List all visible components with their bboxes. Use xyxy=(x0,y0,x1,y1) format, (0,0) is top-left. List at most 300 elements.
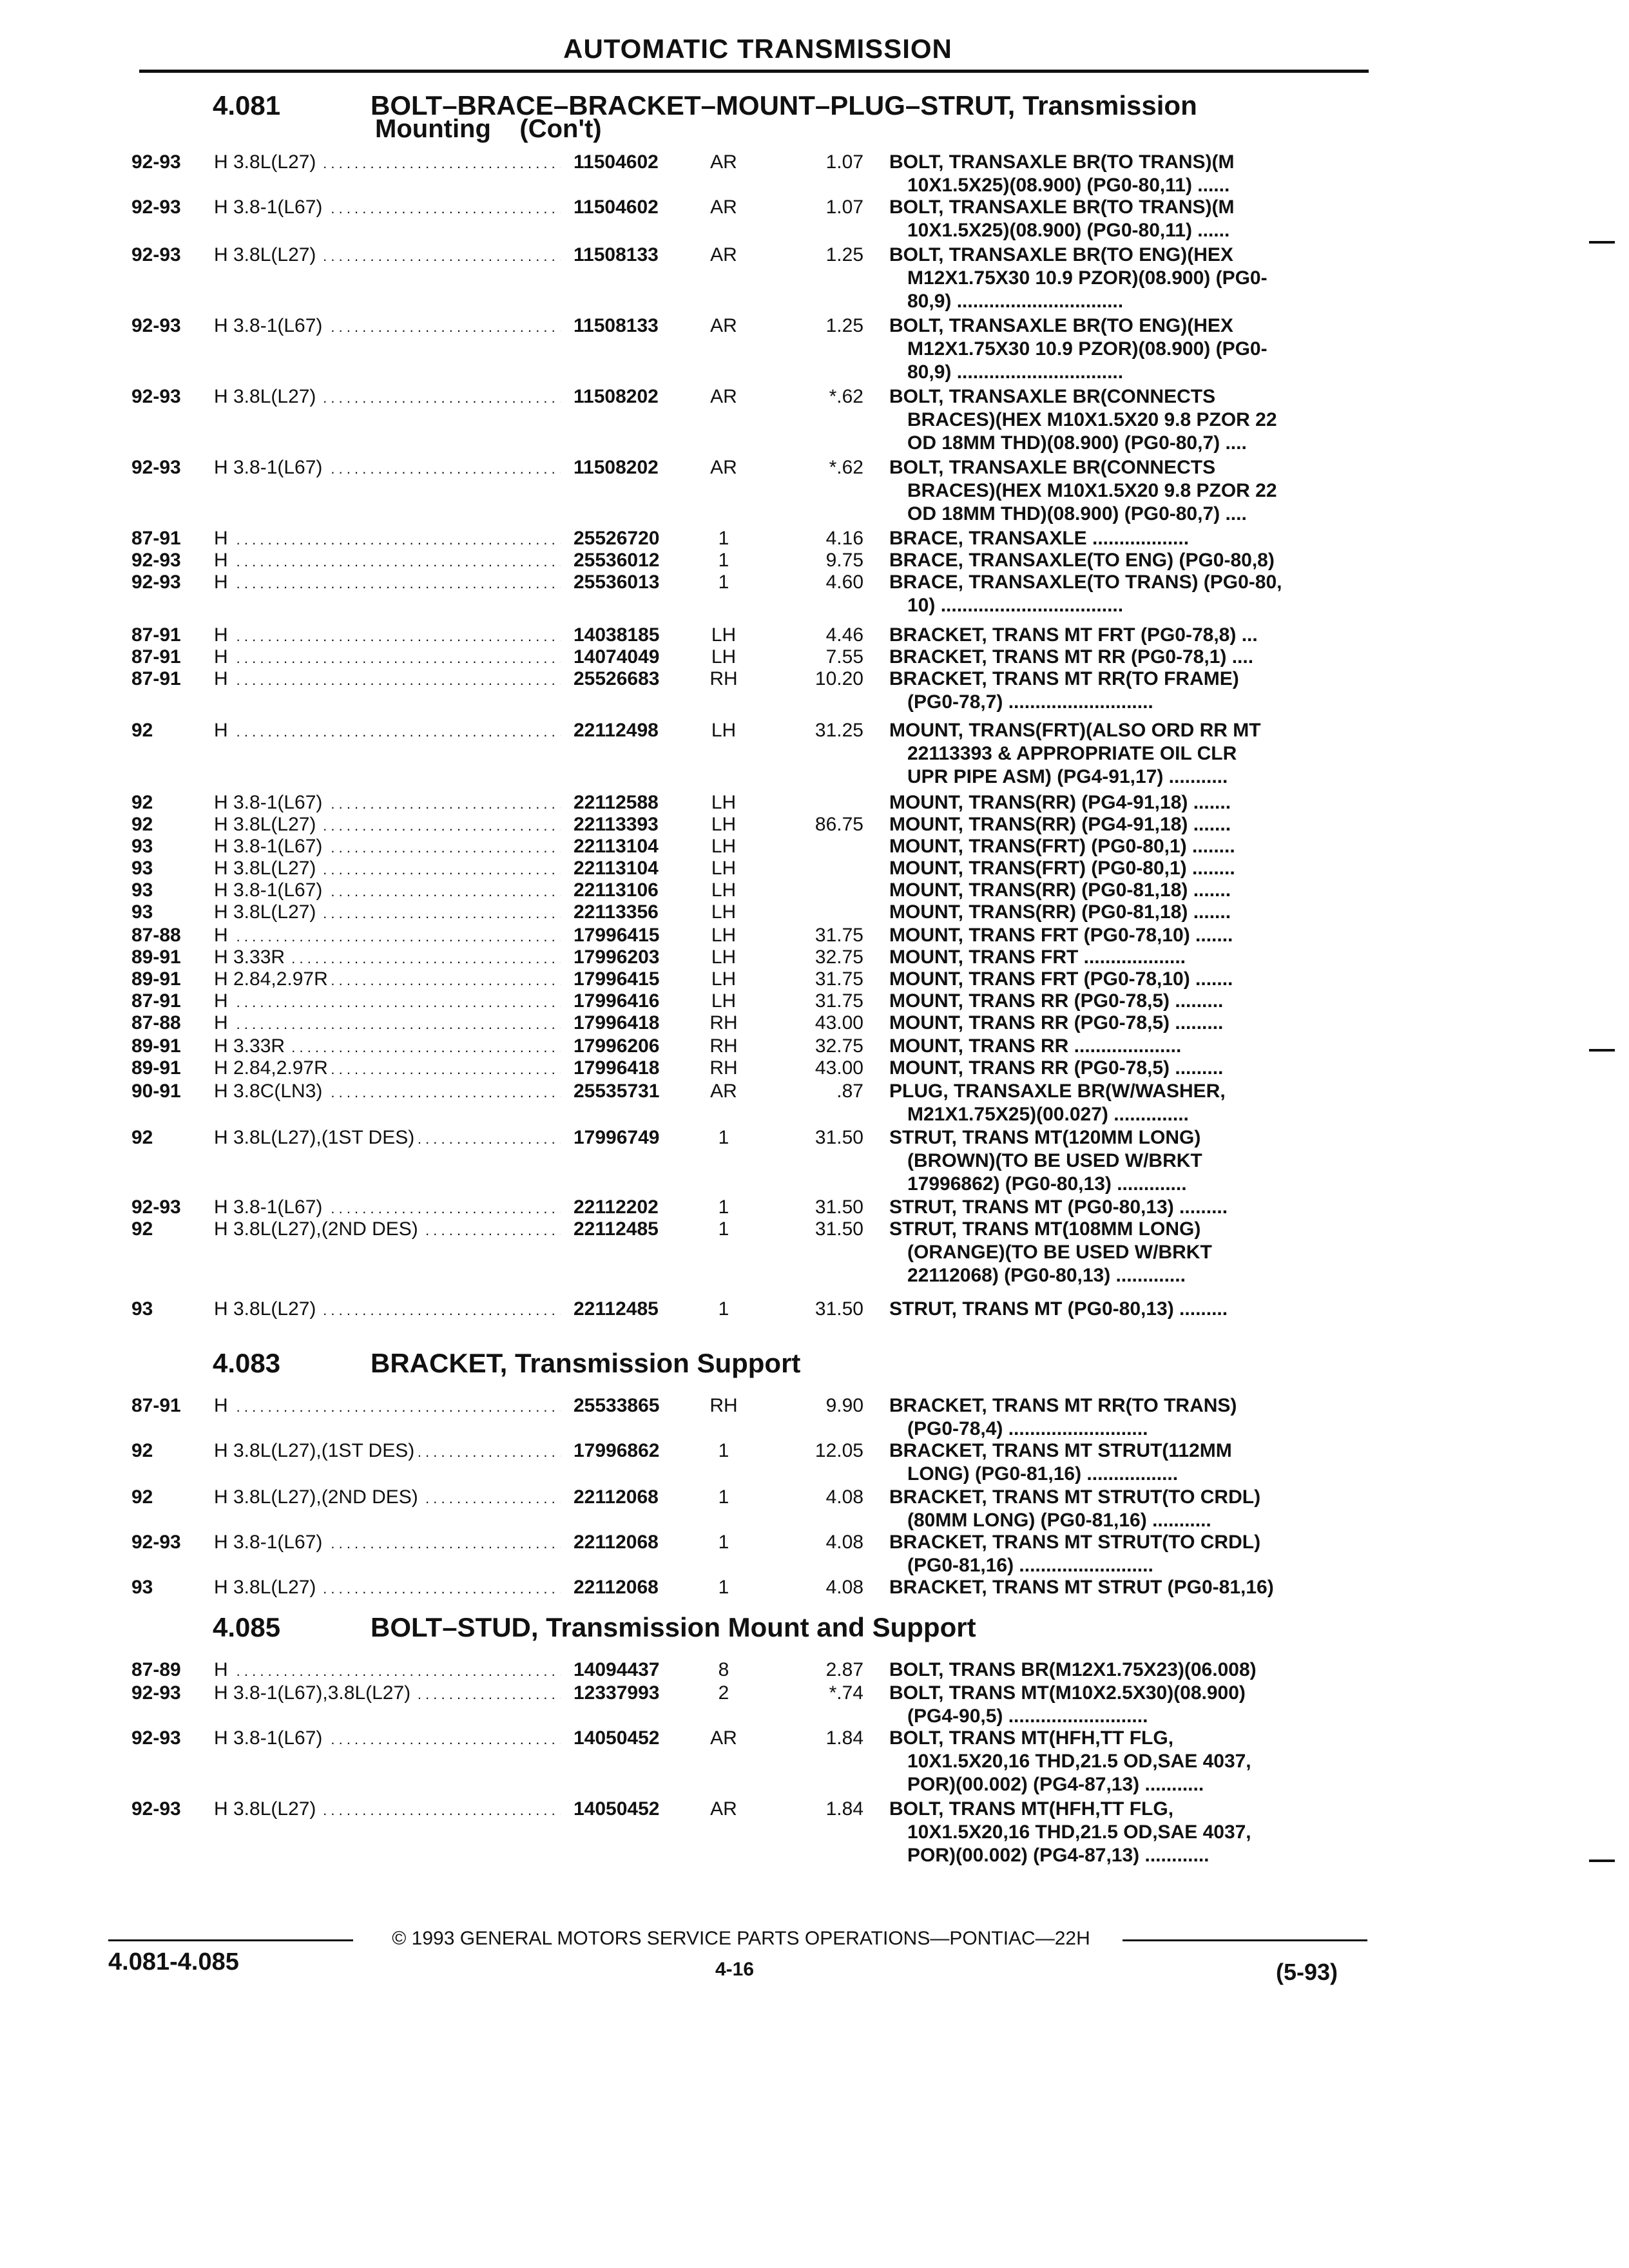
quantity: 1 xyxy=(718,1196,729,1218)
price: 4.16 xyxy=(825,528,863,549)
part-row xyxy=(0,244,1629,267)
price: 4.60 xyxy=(825,572,863,593)
part-description-cont: UPR PIPE ASM) (PG4-91,17) ........... xyxy=(907,766,1228,787)
part-description-cont: LONG) (PG0-81,16) ................. xyxy=(907,1463,1179,1485)
model-years: 92-93 xyxy=(131,1532,181,1553)
model-code: H xyxy=(214,1012,232,1035)
model-code: H 3.8-1(L67) xyxy=(214,835,326,858)
part-description-cont: (80MM LONG) (PG0-81,16) ........... xyxy=(907,1510,1211,1531)
part-description: PLUG, TRANSAXLE BR(W/WASHER, xyxy=(889,1081,1226,1102)
price: *.62 xyxy=(829,386,863,407)
margin-tick xyxy=(1589,241,1615,244)
model-years: 92 xyxy=(131,814,153,835)
quantity: 1 xyxy=(718,1486,729,1508)
model-years: 87-91 xyxy=(131,624,181,646)
section-subtitle: Mounting (Con't) xyxy=(375,115,602,143)
part-number: 11508202 xyxy=(574,386,659,407)
model-years: 92 xyxy=(131,1486,153,1508)
part-row xyxy=(0,571,1629,594)
part-row xyxy=(0,1126,1629,1149)
price: 4.08 xyxy=(825,1577,863,1598)
model-years: 92-93 xyxy=(131,550,181,571)
model-code: H 2.84,2.97R xyxy=(214,968,332,991)
price: 86.75 xyxy=(815,814,863,835)
part-description-cont: 10) .................................. xyxy=(907,595,1124,616)
model-code: H xyxy=(214,924,232,947)
quantity: 1 xyxy=(718,1127,729,1148)
part-number: 14050452 xyxy=(574,1727,660,1749)
price: 9.90 xyxy=(825,1395,863,1416)
part-number: 17996203 xyxy=(574,947,660,968)
model-code: H xyxy=(214,646,232,669)
quantity: 1 xyxy=(718,1532,729,1553)
model-code: H 3.8-1(L67) xyxy=(214,879,326,902)
model-years: 87-91 xyxy=(131,668,181,689)
model-code: H 3.8L(L27) xyxy=(214,385,320,408)
section-title: BRACKET, Transmission Support xyxy=(371,1348,801,1378)
part-row xyxy=(0,990,1629,1013)
part-number: 11504602 xyxy=(574,151,659,173)
dot-leader xyxy=(213,527,561,550)
part-number: 17996415 xyxy=(574,968,660,990)
part-description: MOUNT, TRANS RR (PG0-78,5) ......... xyxy=(889,1012,1224,1033)
model-code: H xyxy=(214,668,232,691)
part-row xyxy=(0,668,1629,691)
model-years: 92 xyxy=(131,1127,153,1148)
price: *.62 xyxy=(829,457,863,478)
part-row xyxy=(0,385,1629,408)
part-description: BOLT, TRANSAXLE BR(TO TRANS)(M xyxy=(889,151,1235,173)
part-description-cont: (BROWN)(TO BE USED W/BRKT xyxy=(907,1150,1202,1171)
part-row xyxy=(0,1682,1629,1705)
part-description: MOUNT, TRANS(RR) (PG4-91,18) ....... xyxy=(889,814,1231,835)
model-years: 93 xyxy=(131,879,153,901)
model-code: H 3.8L(L27) xyxy=(214,1298,320,1321)
quantity: AR xyxy=(710,244,737,265)
section-header xyxy=(0,1348,1629,1387)
price: 1.07 xyxy=(825,197,863,218)
part-description-cont: BRACES)(HEX M10X1.5X20 9.8 PZOR 22 xyxy=(907,409,1277,430)
model-code: H 3.8L(L27) xyxy=(214,1798,320,1821)
model-years: 93 xyxy=(131,1577,153,1598)
part-number: 22112588 xyxy=(574,792,659,813)
part-description: BRACKET, TRANS MT STRUT(TO CRDL) xyxy=(889,1532,1261,1553)
part-row xyxy=(0,1531,1629,1554)
price: 43.00 xyxy=(815,1012,863,1033)
quantity: 1 xyxy=(718,550,729,571)
part-description: BOLT, TRANSAXLE BR(TO ENG)(HEX xyxy=(889,315,1233,336)
part-description: MOUNT, TRANS FRT (PG0-78,10) ....... xyxy=(889,968,1233,990)
part-number: 25535731 xyxy=(574,1081,660,1102)
part-row xyxy=(0,1486,1629,1509)
footer-rule-left xyxy=(108,1939,353,1941)
part-description: MOUNT, TRANS(FRT) (PG0-80,1) ........ xyxy=(889,836,1235,857)
quantity: 1 xyxy=(718,1440,729,1461)
model-years: 87-91 xyxy=(131,646,181,668)
part-row xyxy=(0,1057,1629,1080)
part-description: BRACKET, TRANS MT RR(TO FRAME) xyxy=(889,668,1239,689)
quantity: LH xyxy=(711,646,737,668)
part-row xyxy=(0,1298,1629,1321)
dot-leader xyxy=(213,990,561,1013)
quantity: LH xyxy=(711,901,737,923)
part-row xyxy=(0,1394,1629,1418)
part-number: 22113356 xyxy=(574,901,659,923)
part-description: MOUNT, TRANS RR .................... xyxy=(889,1035,1182,1057)
model-years: 92-93 xyxy=(131,315,181,336)
model-code: H 3.8C(LN3) xyxy=(214,1080,326,1103)
part-row xyxy=(0,1439,1629,1463)
part-description-cont: 80,9) ............................... xyxy=(907,291,1124,312)
part-row xyxy=(0,1196,1629,1219)
part-row xyxy=(0,1218,1629,1241)
footer-date: (5-93) xyxy=(1276,1959,1338,1985)
price: 7.55 xyxy=(825,646,863,668)
part-description-cont: (PG0-81,16) ......................... xyxy=(907,1555,1153,1576)
part-number: 14094437 xyxy=(574,1659,660,1680)
quantity: RH xyxy=(709,1035,738,1057)
part-description: BOLT, TRANSAXLE BR(CONNECTS xyxy=(889,386,1216,407)
dot-leader xyxy=(213,1394,561,1418)
quantity: LH xyxy=(711,814,737,835)
model-code: H 3.8L(L27),(2ND DES) xyxy=(214,1218,422,1241)
section-header xyxy=(0,1612,1629,1651)
model-code: H 3.8L(L27),(1ST DES) xyxy=(214,1126,418,1149)
section-number: 4.085 xyxy=(213,1612,281,1642)
model-years: 87-88 xyxy=(131,925,181,946)
model-years: 92 xyxy=(131,1440,153,1461)
part-row xyxy=(0,151,1629,174)
part-description: BOLT, TRANSAXLE BR(CONNECTS xyxy=(889,457,1216,478)
price: 32.75 xyxy=(815,947,863,968)
part-number: 11508202 xyxy=(574,457,659,478)
model-years: 89-91 xyxy=(131,1057,181,1079)
price: .87 xyxy=(836,1081,863,1102)
part-row xyxy=(0,857,1629,880)
model-code: H 3.8-1(L67) xyxy=(214,314,326,338)
model-years: 92-93 xyxy=(131,1727,181,1749)
model-years: 93 xyxy=(131,836,153,857)
quantity: 8 xyxy=(718,1659,729,1680)
part-number: 17996415 xyxy=(574,925,660,946)
part-description: MOUNT, TRANS FRT (PG0-78,10) ....... xyxy=(889,925,1233,946)
quantity: LH xyxy=(711,947,737,968)
price: 31.75 xyxy=(815,968,863,990)
dot-leader xyxy=(213,646,561,669)
part-row xyxy=(0,901,1629,924)
quantity: AR xyxy=(710,386,737,407)
part-row xyxy=(0,1576,1629,1599)
quantity: RH xyxy=(709,1395,738,1416)
part-description: MOUNT, TRANS RR (PG0-78,5) ......... xyxy=(889,990,1224,1012)
part-description: BRACKET, TRANS MT STRUT(112MM xyxy=(889,1440,1232,1461)
model-years: 92 xyxy=(131,792,153,813)
part-row xyxy=(0,456,1629,479)
part-description: MOUNT, TRANS(RR) (PG0-81,18) ....... xyxy=(889,901,1231,923)
model-years: 92 xyxy=(131,720,153,741)
part-description: BRACE, TRANSAXLE .................. xyxy=(889,528,1190,549)
model-code: H 3.8L(L27) xyxy=(214,244,320,267)
part-row xyxy=(0,549,1629,572)
model-years: 87-91 xyxy=(131,528,181,549)
part-description: BRACE, TRANSAXLE(TO ENG) (PG0-80,8) xyxy=(889,550,1275,571)
price: 31.25 xyxy=(815,720,863,741)
part-number: 14074049 xyxy=(574,646,660,668)
part-description-cont: 22112068) (PG0-80,13) ............. xyxy=(907,1265,1186,1286)
section-number: 4.083 xyxy=(213,1348,281,1378)
model-code: H 3.8-1(L67),3.8L(L27) xyxy=(214,1682,414,1705)
model-code: H xyxy=(214,527,232,550)
part-row xyxy=(0,946,1629,969)
part-number: 25536012 xyxy=(574,550,660,571)
part-number: 17996862 xyxy=(574,1440,660,1461)
model-code: H 3.8L(L27) xyxy=(214,813,320,836)
part-number: 22113104 xyxy=(574,858,659,879)
part-description: MOUNT, TRANS FRT ................... xyxy=(889,947,1186,968)
part-description-cont: POR)(00.002) (PG4-87,13) ............ xyxy=(907,1845,1210,1866)
part-number: 22112068 xyxy=(574,1532,659,1553)
model-years: 87-91 xyxy=(131,1395,181,1416)
model-code: H 3.8L(L27) xyxy=(214,901,320,924)
part-row xyxy=(0,835,1629,858)
model-code: H xyxy=(214,990,232,1013)
part-description-cont: (PG4-90,5) .......................... xyxy=(907,1706,1148,1727)
quantity: AR xyxy=(710,1727,737,1749)
model-code: H 3.8-1(L67) xyxy=(214,1531,326,1554)
model-code: H 3.8-1(L67) xyxy=(214,1196,326,1219)
part-description: BRACKET, TRANS MT STRUT(TO CRDL) xyxy=(889,1486,1261,1508)
part-number: 22112485 xyxy=(574,1298,659,1320)
dot-leader xyxy=(213,924,561,947)
part-row xyxy=(0,1658,1629,1682)
model-code: H 3.8L(L27),(1ST DES) xyxy=(214,1439,418,1463)
price: *.74 xyxy=(829,1682,863,1704)
part-description-cont: (PG0-78,7) ........................... xyxy=(907,691,1153,713)
quantity: 1 xyxy=(718,1577,729,1598)
part-description-cont: M21X1.75X25)(00.027) .............. xyxy=(907,1104,1189,1125)
model-code: H xyxy=(214,624,232,647)
quantity: AR xyxy=(710,1798,737,1820)
price: 43.00 xyxy=(815,1057,863,1079)
price: 1.84 xyxy=(825,1798,863,1820)
price: 1.25 xyxy=(825,315,863,336)
part-number: 11508133 xyxy=(574,315,659,336)
part-row xyxy=(0,1798,1629,1821)
part-number: 22113106 xyxy=(574,879,659,901)
part-description: MOUNT, TRANS(RR) (PG0-81,18) ....... xyxy=(889,879,1231,901)
page-header-title: AUTOMATIC TRANSMISSION xyxy=(563,34,952,64)
quantity: LH xyxy=(711,990,737,1012)
model-years: 92-93 xyxy=(131,151,181,173)
part-row xyxy=(0,1080,1629,1103)
price: 1.07 xyxy=(825,151,863,173)
part-row xyxy=(0,196,1629,219)
footer-copyright: © 1993 GENERAL MOTORS SERVICE PARTS OPERATIONS—PONTIAC—22H xyxy=(392,1928,1090,1949)
quantity: 1 xyxy=(718,528,729,549)
part-row xyxy=(0,1012,1629,1035)
part-number: 22112485 xyxy=(574,1218,659,1240)
part-description: BOLT, TRANS BR(M12X1.75X23)(06.008) xyxy=(889,1659,1257,1680)
part-description-cont: POR)(00.002) (PG4-87,13) ........... xyxy=(907,1774,1204,1795)
part-row xyxy=(0,1727,1629,1750)
quantity: AR xyxy=(710,151,737,173)
model-years: 87-88 xyxy=(131,1012,181,1033)
price: 1.84 xyxy=(825,1727,863,1749)
quantity: LH xyxy=(711,925,737,946)
price: 10.20 xyxy=(815,668,863,689)
footer-page-number: 4-16 xyxy=(715,1959,755,1980)
section-number: 4.081 xyxy=(213,90,281,120)
part-description: BOLT, TRANSAXLE BR(TO TRANS)(M xyxy=(889,197,1235,218)
quantity: AR xyxy=(710,1081,737,1102)
model-years: 93 xyxy=(131,1298,153,1320)
part-number: 17996206 xyxy=(574,1035,660,1057)
part-description-cont: 10X1.5X20,16 THD,21.5 OD,SAE 4037, xyxy=(907,1821,1251,1843)
part-row xyxy=(0,879,1629,902)
model-years: 93 xyxy=(131,858,153,879)
part-number: 14038185 xyxy=(574,624,660,646)
price: 31.50 xyxy=(815,1127,863,1148)
price: 2.87 xyxy=(825,1659,863,1680)
part-number: 22112202 xyxy=(574,1196,659,1218)
part-number: 25533865 xyxy=(574,1395,660,1416)
model-code: H 3.33R xyxy=(214,946,289,969)
part-number: 11504602 xyxy=(574,197,659,218)
model-years: 87-91 xyxy=(131,990,181,1012)
quantity: AR xyxy=(710,457,737,478)
part-row xyxy=(0,719,1629,742)
part-description: STRUT, TRANS MT(108MM LONG) xyxy=(889,1218,1201,1240)
part-description-cont: 10X1.5X20,16 THD,21.5 OD,SAE 4037, xyxy=(907,1751,1251,1772)
dot-leader xyxy=(213,571,561,594)
model-code: H 3.8-1(L67) xyxy=(214,1727,326,1750)
dot-leader xyxy=(213,719,561,742)
model-years: 92-93 xyxy=(131,1798,181,1820)
model-years: 92 xyxy=(131,1218,153,1240)
section-title: BOLT–STUD, Transmission Mount and Support xyxy=(371,1612,976,1642)
header-rule xyxy=(139,70,1369,73)
part-description-cont: 10X1.5X25)(08.900) (PG0-80,11) ...... xyxy=(907,175,1230,196)
model-code: H 3.33R xyxy=(214,1035,289,1058)
part-number: 25526683 xyxy=(574,668,660,689)
model-years: 92-93 xyxy=(131,1196,181,1218)
part-description-cont: (ORANGE)(TO BE USED W/BRKT xyxy=(907,1242,1212,1263)
part-description-cont: OD 18MM THD)(08.900) (PG0-80,7) .... xyxy=(907,503,1247,524)
section-header xyxy=(0,90,1629,143)
price: 31.75 xyxy=(815,990,863,1012)
quantity: 1 xyxy=(718,1218,729,1240)
part-number: 22112498 xyxy=(574,720,659,741)
part-row xyxy=(0,924,1629,947)
part-description: MOUNT, TRANS(RR) (PG4-91,18) ....... xyxy=(889,792,1231,813)
part-number: 22113393 xyxy=(574,814,659,835)
part-description-cont: 22113393 & APPROPRIATE OIL CLR xyxy=(907,743,1237,764)
quantity: 2 xyxy=(718,1682,729,1704)
part-number: 22112068 xyxy=(574,1486,659,1508)
part-description: MOUNT, TRANS RR (PG0-78,5) ......... xyxy=(889,1057,1224,1079)
price: 31.50 xyxy=(815,1218,863,1240)
part-number: 22113104 xyxy=(574,836,659,857)
part-row xyxy=(0,813,1629,836)
part-description: BRACKET, TRANS MT RR(TO TRANS) xyxy=(889,1395,1237,1416)
part-row xyxy=(0,791,1629,814)
footer-rule-right xyxy=(1123,1939,1367,1941)
price: 31.50 xyxy=(815,1196,863,1218)
model-code: H 3.8-1(L67) xyxy=(214,791,326,814)
part-description-cont: OD 18MM THD)(08.900) (PG0-80,7) .... xyxy=(907,432,1247,454)
part-description-cont: M12X1.75X30 10.9 PZOR)(08.900) (PG0- xyxy=(907,267,1268,289)
price: 31.50 xyxy=(815,1298,863,1320)
part-description: MOUNT, TRANS(FRT)(ALSO ORD RR MT xyxy=(889,720,1261,741)
section-title: BOLT–BRACE–BRACKET–MOUNT–PLUG–STRUT, Transmission xyxy=(371,90,1197,120)
model-years: 92-93 xyxy=(131,572,181,593)
part-number: 25526720 xyxy=(574,528,660,549)
part-number: 22112068 xyxy=(574,1577,659,1598)
part-description: BOLT, TRANS MT(M10X2.5X30)(08.900) xyxy=(889,1682,1246,1704)
price: 9.75 xyxy=(825,550,863,571)
dot-leader xyxy=(213,624,561,647)
part-description: BOLT, TRANSAXLE BR(TO ENG)(HEX xyxy=(889,244,1233,265)
model-code: H 3.8L(L27) xyxy=(214,1576,320,1599)
quantity: RH xyxy=(709,1012,738,1033)
quantity: RH xyxy=(709,668,738,689)
model-years: 92-93 xyxy=(131,457,181,478)
quantity: LH xyxy=(711,879,737,901)
part-description: BRACKET, TRANS MT RR (PG0-78,1) .... xyxy=(889,646,1254,668)
quantity: RH xyxy=(709,1057,738,1079)
part-description: BRACE, TRANSAXLE(TO TRANS) (PG0-80, xyxy=(889,572,1282,593)
quantity: LH xyxy=(711,858,737,879)
model-years: 92-93 xyxy=(131,1682,181,1704)
part-number: 12337993 xyxy=(574,1682,660,1704)
price: 4.46 xyxy=(825,624,863,646)
model-years: 92-93 xyxy=(131,386,181,407)
model-code: H 3.8L(L27) xyxy=(214,857,320,880)
model-code: H xyxy=(214,1658,232,1682)
margin-tick xyxy=(1589,1049,1615,1052)
part-description: STRUT, TRANS MT (PG0-80,13) ......... xyxy=(889,1298,1228,1320)
part-number: 14050452 xyxy=(574,1798,660,1820)
quantity: AR xyxy=(710,315,737,336)
part-description-cont: 10X1.5X25)(08.900) (PG0-80,11) ...... xyxy=(907,220,1230,241)
part-row xyxy=(0,1035,1629,1058)
model-years: 89-91 xyxy=(131,1035,181,1057)
part-description-cont: 17996862) (PG0-80,13) ............. xyxy=(907,1173,1187,1195)
part-number: 25536013 xyxy=(574,572,660,593)
model-code: H 3.8-1(L67) xyxy=(214,456,326,479)
model-years: 87-89 xyxy=(131,1659,181,1680)
model-code: H xyxy=(214,719,232,742)
price: 31.75 xyxy=(815,925,863,946)
model-code: H xyxy=(214,1394,232,1418)
model-years: 90-91 xyxy=(131,1081,181,1102)
price: 12.05 xyxy=(815,1440,863,1461)
part-number: 11508133 xyxy=(574,244,659,265)
dot-leader xyxy=(213,668,561,691)
part-row xyxy=(0,968,1629,991)
part-row xyxy=(0,646,1629,669)
quantity: LH xyxy=(711,968,737,990)
part-description-cont: M12X1.75X30 10.9 PZOR)(08.900) (PG0- xyxy=(907,338,1268,360)
part-row xyxy=(0,314,1629,338)
dot-leader xyxy=(213,549,561,572)
part-number: 17996749 xyxy=(574,1127,660,1148)
model-code: H 3.8-1(L67) xyxy=(214,196,326,219)
model-code: H 2.84,2.97R xyxy=(214,1057,332,1080)
price: 32.75 xyxy=(815,1035,863,1057)
model-years: 92-93 xyxy=(131,197,181,218)
model-years: 89-91 xyxy=(131,947,181,968)
